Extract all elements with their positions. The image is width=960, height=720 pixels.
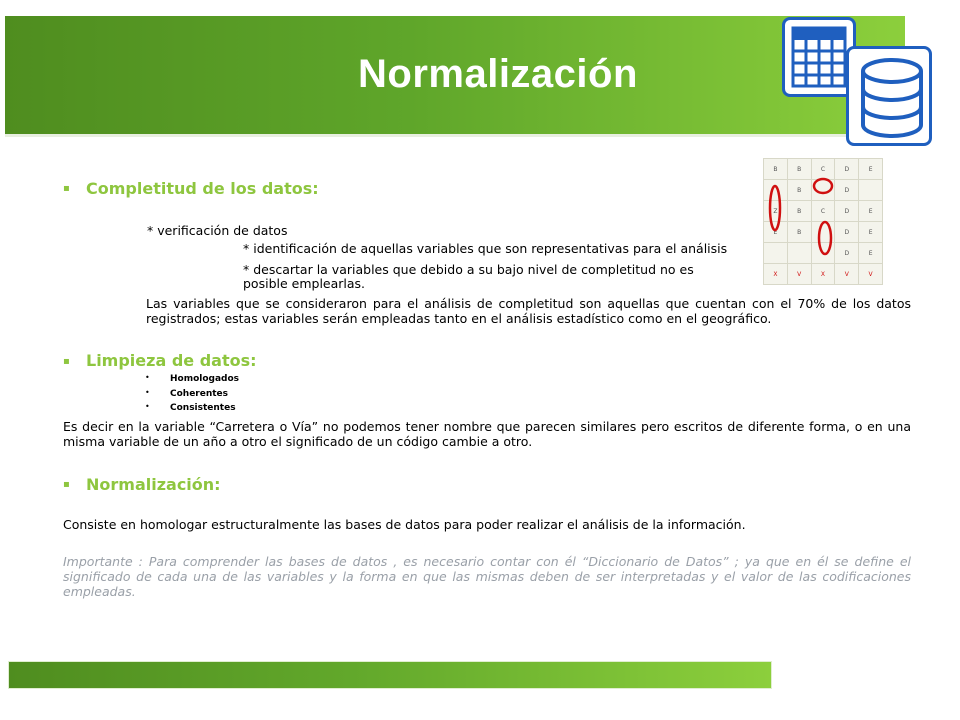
table-cell: D [835,201,859,222]
list-bullet: • [145,388,150,397]
table-cell: C [811,159,835,180]
table-cell: B [787,201,811,222]
table-cell: V [787,264,811,285]
table-cell: V [835,264,859,285]
table-cell: X [764,264,788,285]
paragraph: Es decir en la variable “Carretera o Vía” no podemos tener nombre que parecen similares pero escritos de diferente forma, o en una misma variable de un año a otro el significado de un código cambie a otro. [63,419,911,449]
paragraph: Consiste en homologar estructuralmente las bases de datos para poder realizar el análisis de la información. [63,517,746,532]
red-oval-marker [819,222,831,254]
table-cell: D [835,180,859,201]
table-cell: Z [764,201,788,222]
section-bullet: ▪ [63,356,70,367]
text-line: * descartar la variables que debido a su bajo nivel de completitud no es [243,262,694,277]
table-cell: D [835,159,859,180]
text-line: * identificación de aquellas variables que son representativas para el análisis [243,241,728,256]
paragraph: Las variables que se consideraron para el análisis de completitud son aquellas que cuentan con el 70% de los datos registrados; estas variables serán empleadas tanto en el análisis estadístico como en el geográfico. [146,296,911,326]
table-icon [782,17,856,97]
table-cell: E [764,222,788,243]
red-markers [763,158,883,270]
section-bullet: ▪ [63,479,70,490]
red-circle-marker [814,179,832,193]
table-cell: X [811,264,835,285]
footer-bar [8,661,772,689]
table-cell: C [811,201,835,222]
table-cell: B [787,159,811,180]
red-oval-marker [770,186,780,230]
table-cell: B [764,159,788,180]
table-cell: E [859,159,883,180]
list-bullet: • [145,402,150,411]
table-cell: B [787,180,811,201]
list-item: Homologados [170,374,240,384]
table-cell: D [835,222,859,243]
table-cell: E [859,201,883,222]
table-cell: V [859,264,883,285]
page-title: Normalización [358,52,638,96]
table-cell: E [859,243,883,264]
list-item: Coherentes [170,389,229,399]
table-cell: D [835,243,859,264]
text-line: * verificación de datos [147,223,288,238]
note-paragraph: Importante : Para comprender las bases de datos , es necesario contar con él “Diccionario de Datos” ; ya que en él se define el significado de cada una de las variables y la forma en que las mismas deben de ser interpretadas y el valor de las codificaciones empleadas. [63,554,911,599]
table-cell: B [787,222,811,243]
table-cell: E [859,222,883,243]
list-item: Consistentes [170,403,236,413]
section-bullet: ▪ [63,183,70,194]
text-line: posible emplearlas. [243,276,366,291]
list-bullet: • [145,373,150,382]
section-heading-normalizacion: Normalización: [86,475,221,494]
section-heading-limpieza: Limpieza de datos: [86,351,257,370]
section-heading-completitud: Completitud de los datos: [86,179,319,198]
database-icon [846,46,932,146]
